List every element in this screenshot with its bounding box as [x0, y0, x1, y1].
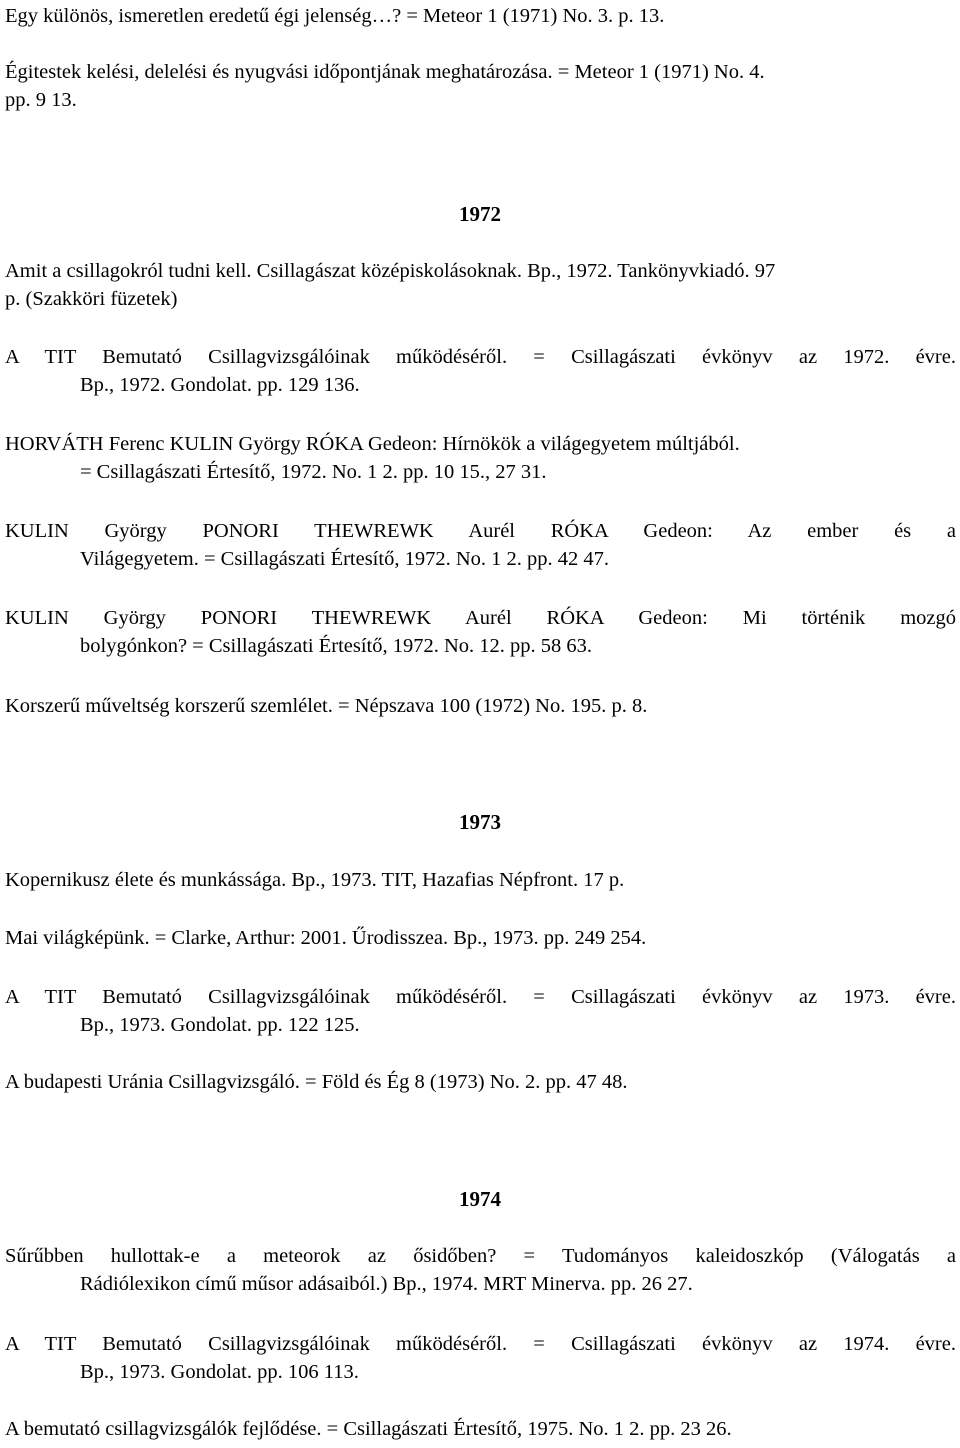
- entry-line: A TIT Bemutató Csillagvizsgálóinak működéséről. = Csillagászati évkönyv az 1972. évre.: [5, 346, 956, 368]
- entry-line: Világegyetem. = Csillagászati Értesítő, 1972. No. 1 2. pp. 42 47.: [80, 548, 610, 570]
- bibliography-entry: [5, 257, 956, 313]
- bibliography-entry: [5, 1415, 956, 1443]
- bibliography-entry: [5, 983, 956, 1039]
- entry-line: Bp., 1972. Gondolat. pp. 129 136.: [80, 374, 360, 396]
- entry-line: KULIN György PONORI THEWREWK Aurél RÓKA Gedeon: Mi történik mozgó: [5, 607, 956, 629]
- entry-line: Korszerű műveltség korszerű szemlélet. = Népszava 100 (1972) No. 195. p. 8.: [5, 695, 648, 717]
- bibliography-entry: [5, 58, 956, 114]
- bibliography-entry: [5, 2, 956, 30]
- entry-line: Bp., 1973. Gondolat. pp. 122 125.: [80, 1014, 360, 1036]
- entry-line: Bp., 1973. Gondolat. pp. 106 113.: [80, 1361, 359, 1383]
- entry-line: Kopernikusz élete és munkássága. Bp., 1973. TIT, Hazafias Népfront. 17 p.: [5, 869, 625, 891]
- entry-line: A TIT Bemutató Csillagvizsgálóinak működéséről. = Csillagászati évkönyv az 1973. évre.: [5, 986, 956, 1008]
- entry-line: pp. 9 13.: [5, 89, 77, 111]
- bibliography-entry: [5, 1330, 956, 1386]
- bibliography-entry: [5, 692, 956, 720]
- bibliography-entry: [5, 430, 956, 486]
- year-heading: 1972: [459, 202, 501, 226]
- year-heading: 1973: [459, 810, 501, 834]
- year-heading: 1974: [459, 1187, 501, 1211]
- entry-line: Rádiólexikon című műsor adásaiból.) Bp., 1974. MRT Minerva. pp. 26 27.: [80, 1273, 693, 1295]
- entry-line: A bemutató csillagvizsgálók fejlődése. = Csillagászati Értesítő, 1975. No. 1 2. pp. 23 26.: [5, 1418, 732, 1440]
- bibliography-entry: [5, 517, 956, 573]
- entry-line: A TIT Bemutató Csillagvizsgálóinak működéséről. = Csillagászati évkönyv az 1974. évre.: [5, 1333, 956, 1355]
- bibliography-entry: [5, 1068, 956, 1096]
- entry-line: Mai világképünk. = Clarke, Arthur: 2001. Űrodisszea. Bp., 1973. pp. 249 254.: [5, 927, 647, 949]
- entry-line: Amit a csillagokról tudni kell. Csillagászat középiskolásoknak. Bp., 1972. Tankönyvkiadó. 97: [5, 260, 776, 282]
- bibliography-entry: [5, 924, 956, 952]
- entry-line: A budapesti Uránia Csillagvizsgáló. = Föld és Ég 8 (1973) No. 2. pp. 47 48.: [5, 1071, 628, 1093]
- entry-line: Egy különös, ismeretlen eredetű égi jelenség…? = Meteor 1 (1971) No. 3. p. 13.: [5, 5, 665, 27]
- bibliography-entry: [5, 1242, 956, 1298]
- bibliography-entry: [5, 343, 956, 399]
- entry-line: KULIN György PONORI THEWREWK Aurél RÓKA Gedeon: Az ember és a: [5, 520, 956, 542]
- entry-line: bolygónkon? = Csillagászati Értesítő, 1972. No. 12. pp. 58 63.: [80, 635, 593, 657]
- entry-line: HORVÁTH Ferenc KULIN György RÓKA Gedeon: Hírnökök a világegyetem múltjából.: [5, 433, 740, 455]
- bibliography-entry: [5, 604, 956, 660]
- entry-line: Sűrűbben hullottak-e a meteorok az ősidőben? = Tudományos kaleidoszkóp (Válogatás a: [5, 1245, 956, 1267]
- entry-line: = Csillagászati Értesítő, 1972. No. 1 2. pp. 10 15., 27 31.: [80, 461, 547, 483]
- bibliography-entry: [5, 866, 956, 894]
- entry-line: p. (Szakköri füzetek): [5, 288, 178, 310]
- entry-line: Égitestek kelési, delelési és nyugvási időpontjának meghatározása. = Meteor 1 (1971) No. 4.: [5, 61, 765, 83]
